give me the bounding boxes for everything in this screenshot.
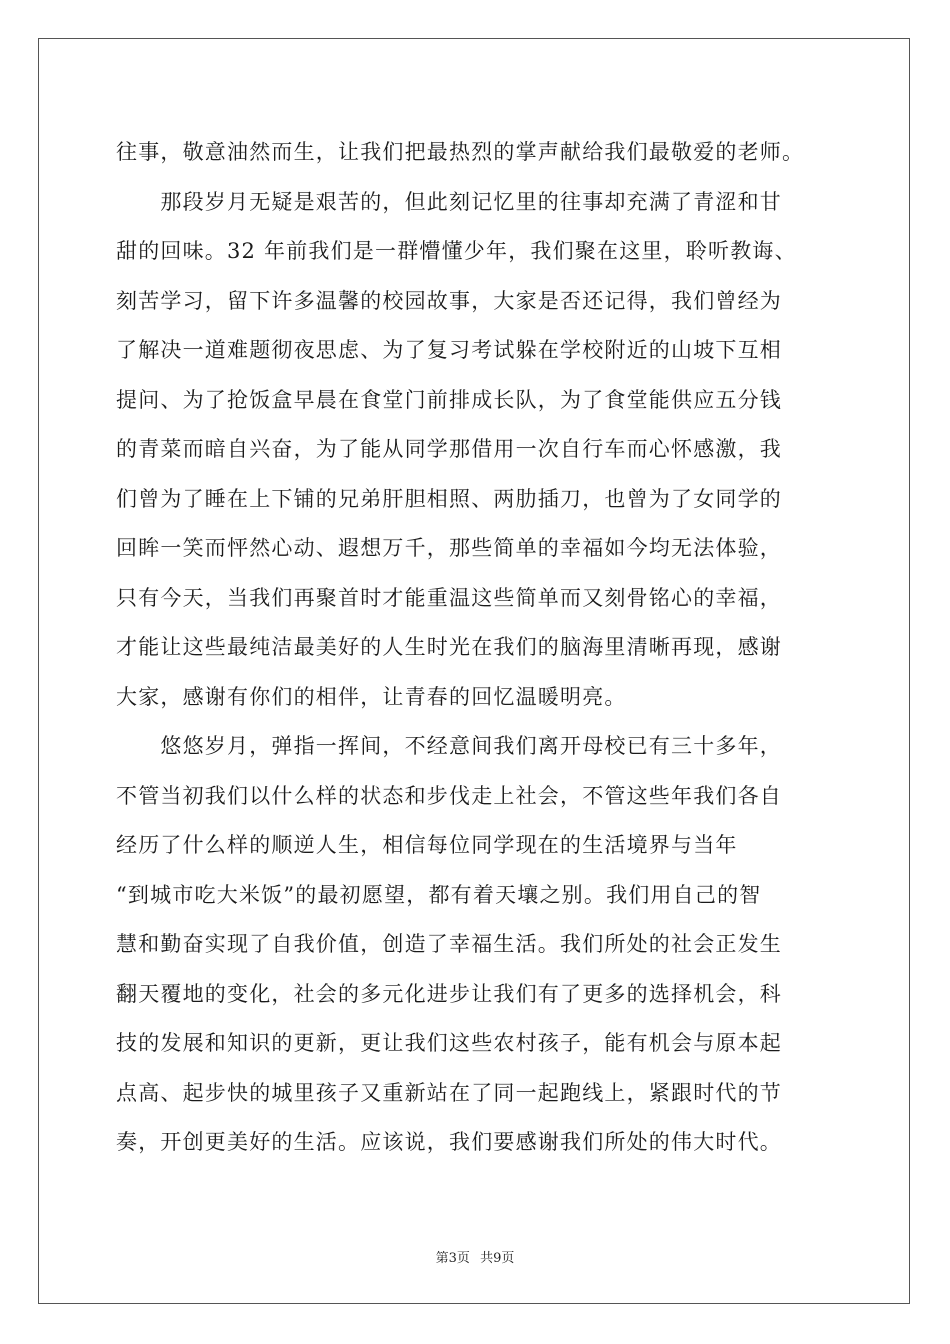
text-line: 不管当初我们以什么样的状态和步伐走上社会，不管这些年我们各自 [116,783,782,808]
text-line: 悠悠岁月，弹指一挥间，不经意间我们离开母校已有三十多年， [116,734,782,758]
text-line: 往事，敬意油然而生，让我们把最热烈的掌声献给我们最敬爱的老师。 [116,140,805,164]
page-footer [0,1247,950,1266]
page-number: 第3页 [435,1251,470,1266]
text-line: “到城市吃大米饭”的最初愿望，都有着天壤之别。我们用自己的智 [116,882,762,907]
text-line: 经历了什么样的顺逆人生，相信每位同学现在的生活境界与当年 [116,833,738,857]
text-line: 才能让这些最纯洁最美好的人生时光在我们的脑海里清晰再现，感谢 [116,635,782,659]
text-line: 甜的回味。32 年前我们是一群懵懂少年，我们聚在这里，聆听教诲、 [116,239,797,263]
document-body [116,128,836,1168]
text-line: 只有今天，当我们再聚首时才能重温这些简单而又刻骨铭心的幸福， [116,585,782,610]
text-line: 慧和勤奋实现了自我价值，创造了幸福生活。我们所处的社会正发生 [116,932,782,956]
text-line: 们曾为了睡在上下铺的兄弟肝胆相照、两肋插刀，也曾为了女同学的 [116,486,782,511]
text-line: 技的发展和知识的更新，更让我们这些农村孩子，能有机会与原本起 [116,1031,782,1055]
text-line: 了解决一道难题彻夜思虑、为了复习考试躲在学校附近的山坡下互相 [116,338,782,362]
text-line: 提问、为了抢饭盒早晨在食堂门前排成长队，为了食堂能供应五分钱 [116,387,782,412]
text-line: 刻苦学习，留下许多温馨的校园故事，大家是否还记得，我们曾经为 [116,288,782,313]
text-line: 翻天覆地的变化，社会的多元化进步让我们有了更多的选择机会，科 [116,981,782,1006]
text-line: 奏，开创更美好的生活。应该说，我们要感谢我们所处的伟大时代。 [116,1130,782,1154]
text-line: 大家，感谢有你们的相伴，让青春的回忆温暖明亮。 [116,684,627,709]
text-line: 的青菜而暗自兴奋，为了能从同学那借用一次自行车而心怀感激，我 [116,437,782,461]
text-line: 点高、起步快的城里孩子又重新站在了同一起跑线上，紧跟时代的节 [116,1080,782,1105]
page-total: 共9页 [480,1251,515,1266]
text-line: 回眸一笑而怦然心动、遐想万千，那些简单的幸福如今均无法体验， [116,536,782,560]
text-line: 那段岁月无疑是艰苦的，但此刻记忆里的往事却充满了青涩和甘 [116,189,782,214]
